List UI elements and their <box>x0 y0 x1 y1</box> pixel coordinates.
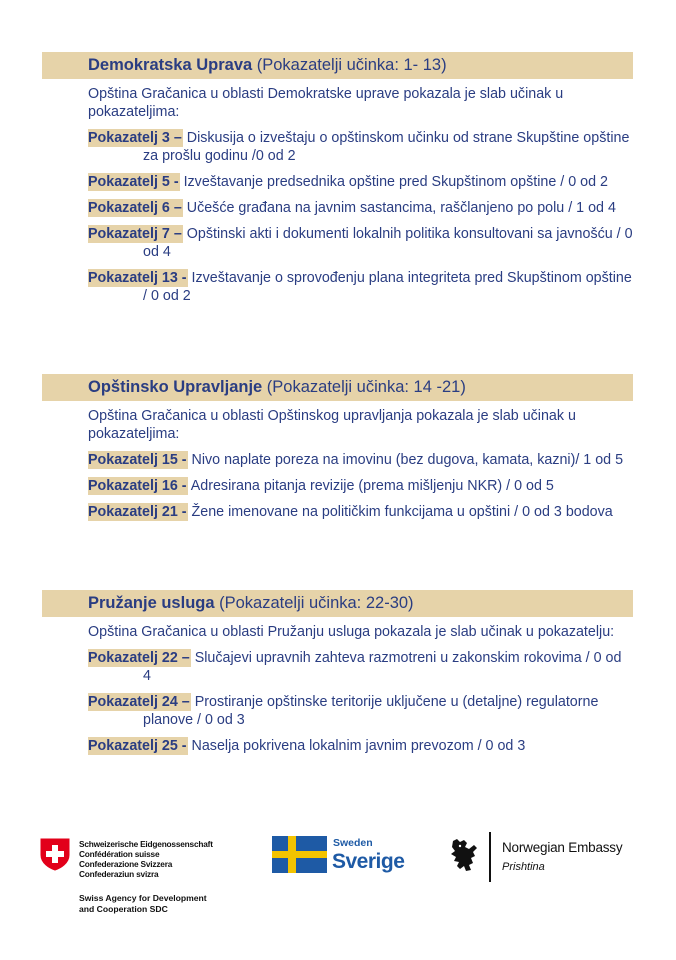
swiss-coat-of-arms-icon <box>40 838 70 871</box>
section-title: Demokratska Uprava <box>88 56 253 74</box>
swiss-agency-line: Swiss Agency for Development <box>79 893 207 903</box>
swiss-line: Schweizerische Eidgenossenschaft <box>79 839 213 849</box>
divider <box>489 832 491 882</box>
section-header <box>42 52 633 79</box>
indicator-text: Izveštavanje predsednika opštine pred Skupštinom opštine / 0 od 2 <box>179 174 608 190</box>
swiss-line: Confederazione Svizzera <box>79 859 173 869</box>
indicator-list <box>88 649 633 755</box>
indicator-item <box>88 269 633 305</box>
indicator-tag: Pokazatelj 16 - <box>88 478 187 494</box>
norwegian-embassy-label: Norwegian Embassy <box>502 840 623 855</box>
indicator-text: Nivo naplate poreza na imovinu (bez dugova, kamata, kazni)/ 1 od 5 <box>187 452 624 468</box>
indicator-tag: Pokazatelj 21 - <box>88 504 187 520</box>
indicator-item <box>88 737 633 755</box>
indicator-item <box>88 199 633 217</box>
indicator-item <box>88 477 633 495</box>
swiss-line: Confederaziun svizra <box>79 869 159 879</box>
indicator-item <box>88 173 633 191</box>
section-subtitle: (Pokazatelji učinka: 1- 13) <box>252 56 447 74</box>
indicator-text: Slučajevi upravnih zahteva razmotreni u zakonskim rokovima / 0 od 4 <box>143 650 622 684</box>
indicator-tag: Pokazatelj 15 - <box>88 452 187 468</box>
section-intro: Opština Gračanica u oblasti Pružanju usluga pokazala je slab učinak u pokazatelju: <box>88 624 615 640</box>
section-header <box>42 590 633 617</box>
indicator-text: Diskusija o izveštaju o opštinskom učinku od strane Skupštine opštine za prošlu godinu /0 od 2 <box>143 130 630 164</box>
indicator-tag: Pokazatelj 5 - <box>88 174 179 190</box>
indicator-text: Izveštavanje o sprovođenju plana integriteta pred Skupštinom opštine / 0 od 2 <box>143 270 632 304</box>
swedish-flag-icon <box>272 836 327 873</box>
indicator-text: Opštinski akti i dokumenti lokalnih politika konsultovani sa javnošću / 0 od 4 <box>143 226 633 260</box>
indicator-item <box>88 129 633 165</box>
indicator-text: Prostiranje opštinske teritorije uključene u (detaljne) regulatorne planove / 0 od 3 <box>143 694 599 728</box>
indicator-tag: Pokazatelj 3 – <box>88 130 182 146</box>
indicator-item <box>88 693 633 729</box>
indicator-text: Naselja pokrivena lokalnim javnim prevozom / 0 od 3 <box>187 738 526 754</box>
section-intro: Opština Gračanica u oblasti Demokratske uprave pokazala je slab učinak u pokazateljima: <box>88 86 564 120</box>
section-opstinsko-upravljanje <box>42 374 633 521</box>
sweden-label: Sweden <box>333 837 373 849</box>
indicator-tag: Pokazatelj 13 - <box>88 270 187 286</box>
indicator-text: Žene imenovane na političkim funkcijama u opštini / 0 od 3 bodova <box>187 504 613 520</box>
prishtina-label: Prishtina <box>502 861 545 873</box>
section-header <box>42 374 633 401</box>
indicator-tag: Pokazatelj 6 – <box>88 200 182 216</box>
swiss-confederation-text <box>79 839 213 879</box>
section-pruzanje-usluga <box>42 590 633 755</box>
sverige-label: Sverige <box>332 850 405 873</box>
indicator-list <box>88 129 633 305</box>
norwegian-lion-icon <box>447 837 481 873</box>
section-subtitle: (Pokazatelji učinka: 14 -21) <box>262 378 466 396</box>
section-title: Opštinsko Upravljanje <box>88 378 263 396</box>
footer-logos <box>0 826 676 936</box>
indicator-tag: Pokazatelj 25 - <box>88 738 187 754</box>
indicator-tag: Pokazatelj 24 – <box>88 694 190 710</box>
section-demokratska-uprava <box>42 52 633 305</box>
indicator-text: Učešće građana na javnim sastancima, raščlanjeno po polu / 1 od 4 <box>182 200 616 216</box>
indicator-tag: Pokazatelj 7 – <box>88 226 182 242</box>
indicator-text: Adresirana pitanja revizije (prema mišljenju NKR) / 0 od 5 <box>187 478 554 494</box>
indicator-list <box>88 451 633 521</box>
section-title: Pružanje usluga <box>88 594 215 612</box>
swiss-agency-line: and Cooperation SDC <box>79 904 168 914</box>
section-intro: Opština Gračanica u oblasti Opštinskog upravljanja pokazala je slab učinak u pokazateljima: <box>88 408 576 442</box>
indicator-item <box>88 649 633 685</box>
swiss-line: Confédération suisse <box>79 849 160 859</box>
indicator-tag: Pokazatelj 22 – <box>88 650 190 666</box>
indicator-item <box>88 451 633 469</box>
indicator-item <box>88 503 633 521</box>
swiss-agency-text <box>79 893 207 915</box>
indicator-item <box>88 225 633 261</box>
section-subtitle: (Pokazatelji učinka: 22-30) <box>214 594 414 612</box>
